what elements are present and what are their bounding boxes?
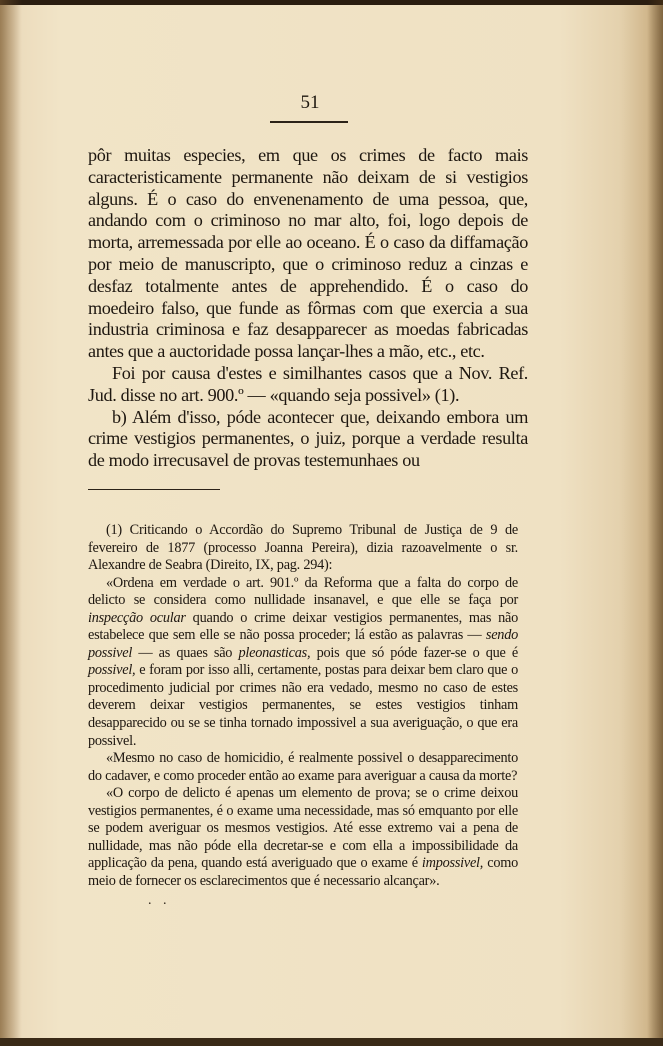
quote-emphasis: impossivel, (421, 855, 484, 872)
page-number: 51 (300, 92, 320, 113)
quote-emphasis: pleonasticas, (238, 644, 311, 661)
footnote-quote (88, 575, 518, 750)
paragraph: pôr muitas especies, em que os crimes de facto mais caracteristicamente permanente não deixam de si vestigios alguns. É o caso do envenenamento de uma pessoa, que, andando com o criminoso no mar alto, foi, logo depois de morta, arremessada por elle ao oceano. É o caso da diffamação por meio de manuscripto, que o criminoso reduz a cinzas e desfaz totalmente antes de apprehendido. É o caso do moedeiro falso, que funde as fôrmas com que exercia a sua industria criminosa e faz desapparecer as moedas fabricadas antes que a auctoridade possa lançar-lhes a mão, etc., etc. (88, 145, 528, 362)
scan-bottom-border (0, 1038, 663, 1046)
quote-emphasis: inspecção ocular (88, 609, 186, 626)
footnote-quote: «Mesmo no caso de homicidio, é realmente possivel o desapparecimento do cadaver, e como proceder então ao exame para averiguar a causa da morte? (88, 750, 518, 784)
page-number-rule (270, 121, 348, 123)
quote-emphasis: possivel, (88, 662, 136, 679)
quote-emphasis: sendo possivel (88, 627, 518, 661)
spine-shadow (0, 0, 22, 1046)
footnote-intro: (1) Criticando o Accordão do Supremo Tribunal de Justiça de 9 de fevereiro de 1877 (processo Joanna Pereira), dizia razoavelmente o sr. Alexandre de Seabra (Direito, IX, pag. 294): (88, 522, 518, 574)
main-text (88, 145, 528, 472)
quote-text: «Ordena em verdade o art. 901.º da Reforma que a falta do corpo de delicto se considera como nullidade insanavel, e que elle se faça por (88, 574, 518, 609)
footnote-rule (88, 489, 220, 490)
quote-text: pois que só póde fazer-se o que é (310, 644, 519, 661)
page-edge (647, 0, 663, 1046)
stray-marks: . . (148, 893, 171, 908)
quote-text: e foram por isso alli, certamente, postas para deixar bem claro que o procedimento judicial por crimes não era vedado, mesmo no caso de estes deverem deixar vestigios permanentes, se estes vestigios tinham desapparecido ou se se tinha tornado impossivel a sua averiguação, o que era possivel. (88, 662, 518, 749)
quote-text: como meio de fornecer os esclarecimentos que é necessario alcançar». (88, 855, 518, 889)
quote-text: — as quaes são (132, 644, 239, 661)
quote-text: «O corpo de delicto é apenas um elemento de prova; se o crime deixou vestigios permanentes, é o exame uma necessidade, mas só emquanto por elle se podem averiguar os mesmos vestigios. Até esse extremo vai a pena de nullidade, mas não póde ella decretar-se e com ella a impossibilidade da applicação da pena, quando está averiguado que o exame é (88, 785, 518, 872)
footnotes (88, 522, 518, 890)
footnote-quote (88, 785, 518, 890)
quote-text: quando o crime deixar vestigios permanentes, mas não estabelece que sem elle se não possa proceder; lá estão as palavras — (88, 609, 518, 644)
paragraph: Foi por causa d'estes e similhantes casos que a Nov. Ref. Jud. disse no art. 900.º — «quando seja possivel» (1). (88, 362, 528, 405)
paragraph: b) Além d'isso, póde acontecer que, deixando embora um crime vestigios permanentes, o juiz, porque a verdade resulta de modo irrecusavel de provas testemunhaes ou (88, 406, 528, 471)
scan-top-border (0, 0, 663, 5)
